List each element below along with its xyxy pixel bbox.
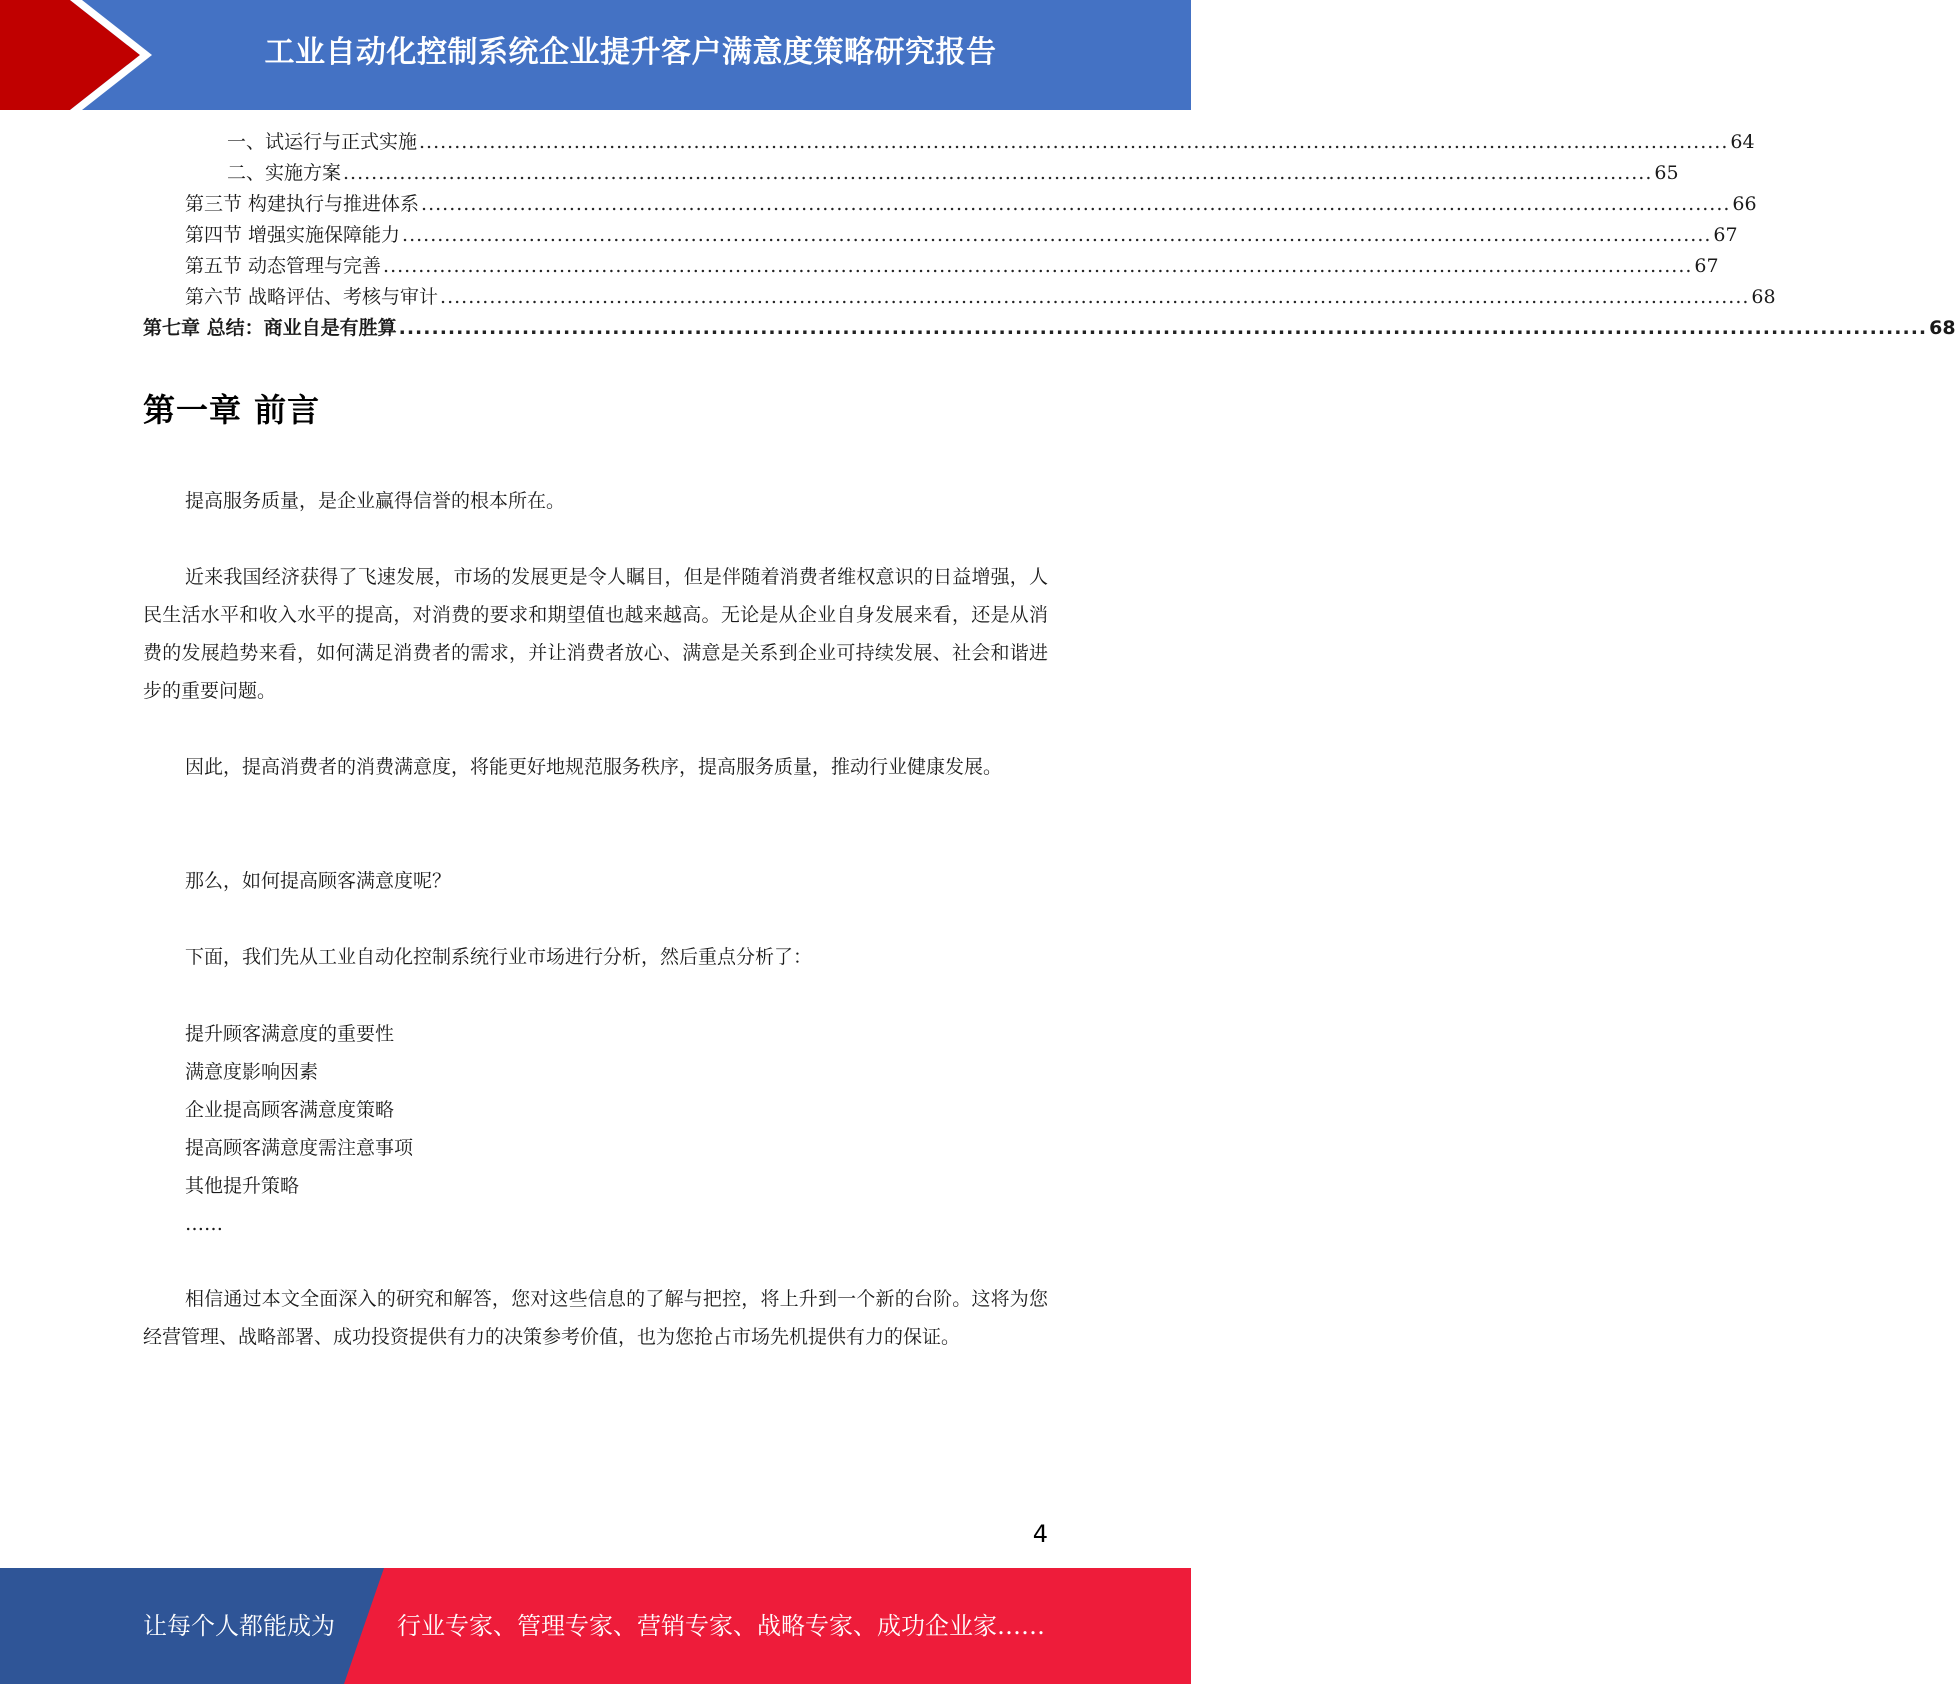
list-item: 企业提高顾客满意度策略 bbox=[185, 1099, 395, 1121]
toc-entry-page: 64 bbox=[1730, 131, 1755, 153]
toc-entry-title: 一、试运行与正式实施 bbox=[227, 131, 418, 153]
toc-entry-page: 67 bbox=[1713, 224, 1738, 246]
toc-entry-page: 66 bbox=[1732, 193, 1757, 215]
toc-entry-title: 第四节 增强实施保障能力 bbox=[185, 224, 401, 246]
toc-entry-title: 第三节 构建执行与推进体系 bbox=[185, 193, 420, 215]
toc-leader: .......................................................................................................................................................................................... bbox=[398, 317, 1928, 339]
chevron-decoration-icon bbox=[0, 0, 160, 110]
header-title: 工业自动化控制系统企业提升客户满意度策略研究报告 bbox=[264, 35, 997, 70]
toc-entry-title: 第五节 动态管理与完善 bbox=[185, 255, 382, 277]
paragraph: 近来我国经济获得了飞速发展，市场的发展更是令人瞩目，但是伴随着消费者维权意识的日益增强，人民生活水平和收入水平的提高，对消费的要求和期望值也越来越高。无论是从企业自身发展来看，还是从消费的发展趋势来看，如何满足消费者的需求，并让消费者放心、满意是关系到企业可持续发展、社会和谐进步的重要问题。 bbox=[143, 566, 1048, 702]
toc-entry[interactable] bbox=[185, 253, 1719, 279]
page-footer bbox=[0, 1568, 1191, 1684]
paragraph: 提高服务质量，是企业赢得信誉的根本所在。 bbox=[185, 490, 566, 512]
paragraph: 因此，提高消费者的消费满意度，将能更好地规范服务秩序，提高服务质量，推动行业健康发展。 bbox=[185, 756, 1003, 778]
page-header bbox=[0, 0, 1191, 110]
toc-leader: .......................................................................................................................................................................................... bbox=[419, 131, 1729, 153]
chapter-title: 第一章 前言 bbox=[143, 391, 321, 429]
toc-entry-page: 68 bbox=[1751, 286, 1776, 308]
toc-entry-page: 67 bbox=[1694, 255, 1719, 277]
page-number: 4 bbox=[1032, 1520, 1048, 1548]
footer-slogan-right: 行业专家、管理专家、营销专家、战略专家、成功企业家…… bbox=[397, 1612, 1045, 1640]
toc-leader: .......................................................................................................................................................................................... bbox=[402, 224, 1712, 246]
toc-leader: .......................................................................................................................................................................................... bbox=[343, 162, 1653, 184]
list-item: 满意度影响因素 bbox=[185, 1061, 319, 1083]
toc-entry-title: 第六节 战略评估、考核与审计 bbox=[185, 286, 439, 308]
toc-entry[interactable] bbox=[185, 284, 1776, 310]
toc-entry-chapter[interactable] bbox=[143, 315, 1956, 341]
footer-slogan-left: 让每个人都能成为 bbox=[143, 1612, 335, 1640]
paragraph: 下面，我们先从工业自动化控制系统行业市场进行分析，然后重点分析了： bbox=[185, 946, 813, 968]
list-item: 其他提升策略 bbox=[185, 1175, 300, 1197]
list-item: 提升顾客满意度的重要性 bbox=[185, 1023, 395, 1045]
paragraph: 那么，如何提高顾客满意度呢？ bbox=[185, 870, 452, 892]
toc-entry[interactable] bbox=[227, 160, 1679, 186]
closing-paragraph: 相信通过本文全面深入的研究和解答，您对这些信息的了解与把控，将上升到一个新的台阶。这将为您经营管理、战略部署、成功投资提供有力的决策参考价值，也为您抢占市场先机提供有力的保证。 bbox=[143, 1288, 1048, 1348]
toc-entry-title: 第七章 总结：商业自是有胜算 bbox=[143, 317, 397, 339]
toc-leader: .......................................................................................................................................................................................... bbox=[421, 193, 1731, 215]
list-item: …… bbox=[185, 1213, 223, 1235]
toc-entry-page: 68 bbox=[1929, 317, 1956, 339]
toc-entry[interactable] bbox=[185, 191, 1757, 217]
toc-leader: .......................................................................................................................................................................................... bbox=[440, 286, 1750, 308]
topic-list bbox=[185, 1015, 413, 1243]
list-item: 提高顾客满意度需注意事项 bbox=[185, 1137, 414, 1159]
toc-leader: .......................................................................................................................................................................................... bbox=[383, 255, 1693, 277]
toc-entry-title: 二、实施方案 bbox=[227, 162, 342, 184]
toc-entry[interactable] bbox=[185, 222, 1738, 248]
toc-entry-page: 65 bbox=[1654, 162, 1679, 184]
toc-entry[interactable] bbox=[227, 129, 1755, 155]
